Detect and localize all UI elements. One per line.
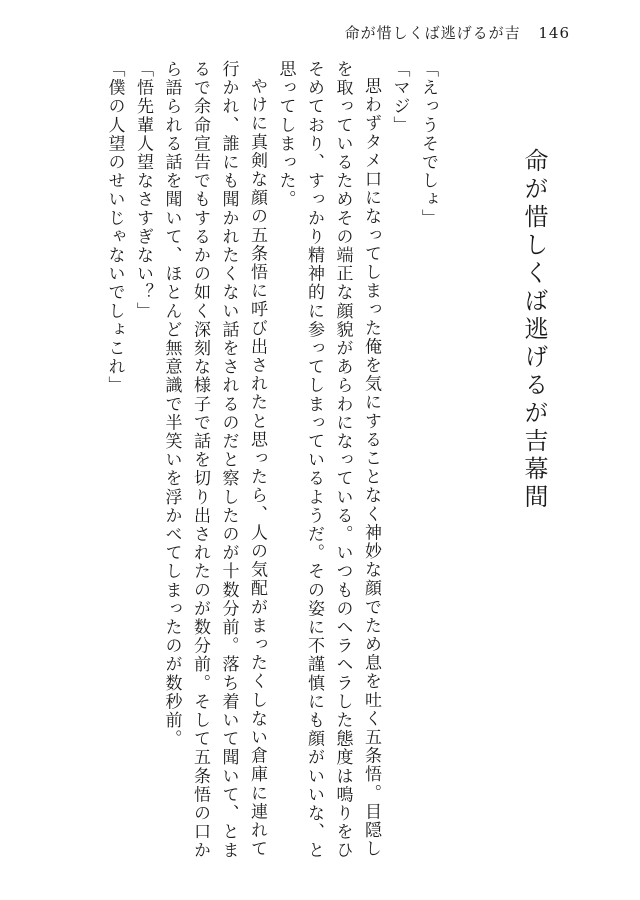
- narration-paragraph: 思わずタメ口になってしまった俺を気にすることなく神妙な顔でため息を吐く五条悟。目隠しを取っているためその端正な顔貌があらわになっている。いつものヘラヘラした態度は鳴りをひそめており、すっかり精神的に参ってしまっているようだ。その姿に不謹慎にも顔がいいな、と思ってしまった。: [275, 60, 381, 860]
- dialogue-line: 「マジ」: [389, 60, 410, 135]
- running-header: [345, 22, 570, 43]
- chapter-title: [514, 60, 554, 870]
- page-number: 146: [538, 24, 570, 42]
- narration-paragraph: やけに真剣な顔の五条悟に呼び出されたと思ったら、人の気配がまったくしない倉庫に連れて行かれ、誰にも聞かれたくない話をされるのだと察したのが十数分前。落ち着いて聞いて、とまるで余命宣告でもするかの如く深刻な様子で話を切り出されたのが数分前。そして五条悟の口から語られる話を聞いて、ほとんど無意識で半笑いを浮かべてしまったのが数秒前。: [161, 60, 267, 860]
- page-body: [100, 60, 554, 870]
- dialogue-line: 「悟先輩人望なさすぎない？」: [133, 60, 153, 321]
- dialogue-line: 「僕の人望のせいじゃないでしょこれ」: [104, 60, 125, 395]
- running-title: 命が惜しくば逃げるが吉: [344, 24, 521, 42]
- chapter-title-sub: 幕間: [520, 456, 548, 512]
- dialogue-line: 「えっうそでしょ」: [418, 60, 438, 228]
- chapter-title-main: 命が惜しくば逃げるが吉: [520, 148, 548, 456]
